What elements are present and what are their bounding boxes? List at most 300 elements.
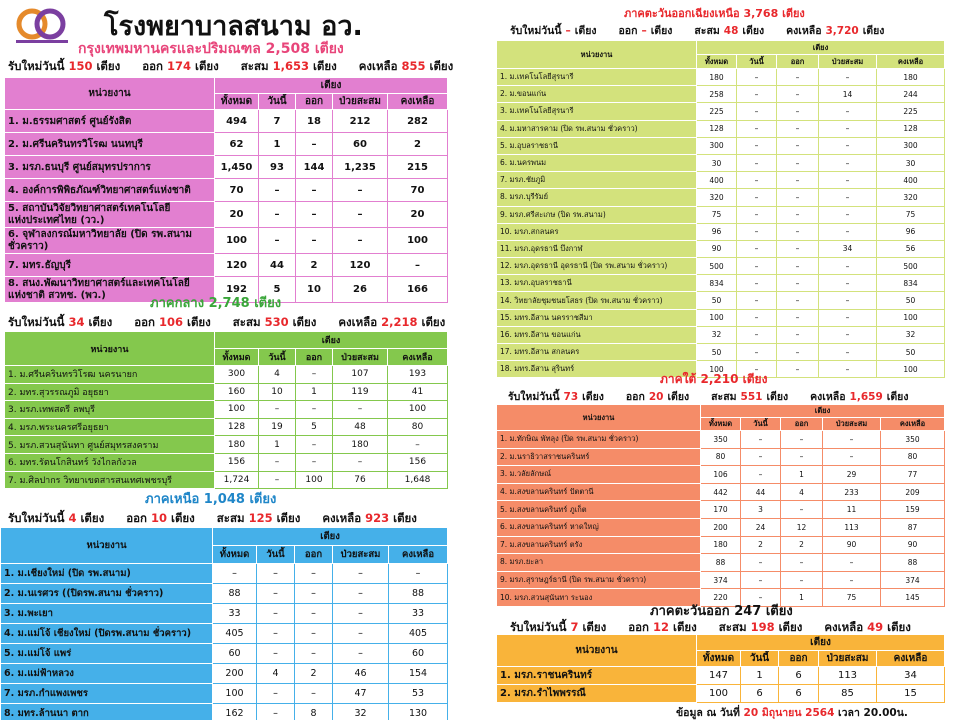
bed-value: – bbox=[737, 326, 777, 343]
bed-value: – bbox=[819, 154, 877, 171]
bed-value: 56 bbox=[877, 240, 945, 257]
bed-value: – bbox=[257, 704, 295, 720]
table-row bbox=[497, 667, 945, 685]
column-header-cumulative: ป่วยสะสม bbox=[333, 94, 388, 110]
bed-value: – bbox=[333, 564, 389, 584]
bed-value: – bbox=[737, 240, 777, 257]
column-header-total: ทั้งหมด bbox=[701, 418, 741, 431]
bed-value: – bbox=[737, 172, 777, 189]
table-row bbox=[1, 624, 448, 644]
table-row bbox=[5, 254, 448, 277]
table-row bbox=[497, 189, 945, 206]
bed-value: – bbox=[777, 103, 819, 120]
bed-value: – bbox=[296, 202, 333, 228]
bed-value: 3 bbox=[741, 501, 781, 519]
table-row bbox=[1, 664, 448, 684]
bed-value: 26 bbox=[333, 277, 388, 303]
unit-name: 6. ม.แม่ฟ้าหลวง bbox=[1, 664, 213, 684]
bed-value: – bbox=[737, 103, 777, 120]
bed-value: – bbox=[823, 554, 881, 572]
bed-value: – bbox=[819, 120, 877, 137]
bed-value: – bbox=[819, 292, 877, 309]
bed-value: – bbox=[295, 564, 333, 584]
bed-value: 4 bbox=[259, 366, 296, 384]
region-title-bkk: กรุงเทพมหานครและปริมณฑล 2,508 เตียง bbox=[78, 41, 344, 57]
bed-value: 147 bbox=[697, 667, 741, 685]
table-row bbox=[497, 275, 945, 292]
bed-value: – bbox=[333, 228, 388, 254]
column-header-today: วันนี้ bbox=[257, 546, 295, 564]
bed-value: 50 bbox=[877, 344, 945, 361]
bed-value: – bbox=[333, 453, 388, 471]
bed-value: – bbox=[296, 228, 333, 254]
bed-value: – bbox=[823, 448, 881, 466]
column-header-today: วันนี้ bbox=[741, 651, 779, 667]
bed-value: 405 bbox=[213, 624, 257, 644]
table-row bbox=[497, 137, 945, 154]
bed-value: 11 bbox=[823, 501, 881, 519]
bed-value: – bbox=[737, 137, 777, 154]
bed-value: 107 bbox=[333, 366, 388, 384]
unit-name: 5. ม.อุบลราชธานี bbox=[497, 137, 697, 154]
bed-value: – bbox=[737, 154, 777, 171]
bed-value: 88 bbox=[213, 584, 257, 604]
bed-value: 20 bbox=[215, 202, 259, 228]
bed-value: – bbox=[333, 179, 388, 202]
table-row bbox=[497, 483, 945, 501]
table-east bbox=[496, 634, 945, 703]
bed-value: 32 bbox=[877, 326, 945, 343]
bed-value: 96 bbox=[697, 223, 737, 240]
bed-value: 53 bbox=[389, 684, 448, 704]
unit-name: 2. มทร.สุวรรณภูมิ อยุธยา bbox=[5, 383, 215, 401]
bed-value: 47 bbox=[333, 684, 389, 704]
column-header-cumulative: ป่วยสะสม bbox=[819, 55, 877, 69]
table-row bbox=[497, 466, 945, 484]
unit-name: 1. ม.ธรรมศาสตร์ ศูนย์รังสิต bbox=[5, 110, 215, 133]
bed-value: – bbox=[777, 137, 819, 154]
unit-name: 7. มทร.ธัญบุรี bbox=[5, 254, 215, 277]
ministry-logo bbox=[12, 6, 72, 46]
table-row bbox=[497, 292, 945, 309]
unit-name: 2. ม.นเรศวร ((ปิดรพ.สนาม ชั่วคราว) bbox=[1, 584, 213, 604]
bed-value: – bbox=[819, 275, 877, 292]
unit-name: 10. มรภ.สวนสุนันทา ระนอง bbox=[497, 589, 701, 607]
table-row bbox=[497, 86, 945, 103]
bed-value: 80 bbox=[881, 448, 945, 466]
bed-value: – bbox=[296, 436, 333, 454]
bed-value: 5 bbox=[259, 277, 296, 303]
bed-value: – bbox=[388, 436, 448, 454]
bed-value: – bbox=[295, 584, 333, 604]
unit-name: 2. ม.นราธิวาสราชนครินทร์ bbox=[497, 448, 701, 466]
bed-value: – bbox=[333, 401, 388, 419]
bed-value: 166 bbox=[388, 277, 448, 303]
table-row bbox=[5, 228, 448, 254]
bed-value: 62 bbox=[215, 133, 259, 156]
unit-name: 8. มรภ.ยะลา bbox=[497, 554, 701, 572]
bed-value: 100 bbox=[215, 228, 259, 254]
bed-value: – bbox=[737, 275, 777, 292]
bed-value: 100 bbox=[296, 471, 333, 489]
bed-value: – bbox=[819, 172, 877, 189]
bed-value: – bbox=[777, 361, 819, 378]
stats-east: รับใหม่วันนี้ 7 เตียง ออก 12 เตียง สะสม 198 เตียง คงเหลือ 49 เตียง bbox=[510, 620, 911, 634]
unit-name: 8. สนง.พัฒนาวิทยาศาสตร์และเทคโนโลยี แห่งชาติ สวทช. (พว.) bbox=[5, 277, 215, 303]
table-row bbox=[497, 431, 945, 449]
bed-value: 93 bbox=[259, 156, 296, 179]
unit-name: 9. มรภ.สุราษฎร์ธานี (ปิด รพ.สนาม ชั่วคราว) bbox=[497, 571, 701, 589]
unit-name: 2. ม.ขอนแก่น bbox=[497, 86, 697, 103]
bed-value: 119 bbox=[333, 383, 388, 401]
table-north bbox=[0, 527, 448, 720]
column-header-beds: เตียง bbox=[697, 635, 945, 651]
unit-name: 3. ม.วลัยลักษณ์ bbox=[497, 466, 701, 484]
bed-value: – bbox=[819, 206, 877, 223]
bed-value: 113 bbox=[819, 667, 877, 685]
table-row bbox=[497, 206, 945, 223]
bed-value: 1 bbox=[741, 667, 779, 685]
bed-value: 300 bbox=[215, 366, 259, 384]
bed-value: – bbox=[295, 624, 333, 644]
bed-value: – bbox=[737, 69, 777, 86]
bed-value: – bbox=[819, 344, 877, 361]
column-header-today: วันนี้ bbox=[737, 55, 777, 69]
table-central bbox=[4, 331, 448, 489]
unit-name: 4. ม.แม่โจ้ เชียงใหม่ (ปิดรพ.สนาม ชั่วคราว) bbox=[1, 624, 213, 644]
bed-value: 100 bbox=[877, 361, 945, 378]
bed-value: 156 bbox=[388, 453, 448, 471]
column-header-cumulative: ป่วยสะสม bbox=[823, 418, 881, 431]
table-row bbox=[497, 518, 945, 536]
bed-value: – bbox=[259, 401, 296, 419]
bed-value: 180 bbox=[701, 536, 741, 554]
column-header-out: ออก bbox=[779, 651, 819, 667]
unit-name: 7. มรภ.กำแพงเพชร bbox=[1, 684, 213, 704]
unit-name: 2. ม.ศรีนครินทรวิโรฒ นนทบุรี bbox=[5, 133, 215, 156]
bed-value: – bbox=[741, 431, 781, 449]
bed-value: 75 bbox=[877, 206, 945, 223]
bed-value: 60 bbox=[213, 644, 257, 664]
bed-value: 320 bbox=[877, 189, 945, 206]
unit-name: 1. ม.เทคโนโลยีสุรนารี bbox=[497, 69, 697, 86]
table-row bbox=[497, 685, 945, 703]
stats-south: รับใหม่วันนี้ 73 เตียง ออก 20 เตียง สะสม 551 เตียง คงเหลือ 1,659 เตียง bbox=[508, 391, 909, 403]
column-header-remaining: คงเหลือ bbox=[881, 418, 945, 431]
table-row bbox=[5, 436, 448, 454]
column-header-unit: หน่วยงาน bbox=[497, 405, 701, 431]
bed-value: – bbox=[823, 571, 881, 589]
bed-value: – bbox=[333, 604, 389, 624]
bed-value: – bbox=[819, 309, 877, 326]
stats-central: รับใหม่วันนี้ 34 เตียง ออก 106 เตียง สะสม 530 เตียง คงเหลือ 2,218 เตียง bbox=[8, 315, 446, 329]
bed-value: 1,450 bbox=[215, 156, 259, 179]
bed-value: – bbox=[819, 223, 877, 240]
bed-value: 128 bbox=[877, 120, 945, 137]
bed-value: – bbox=[213, 564, 257, 584]
bed-value: 7 bbox=[259, 110, 296, 133]
bed-value: 80 bbox=[701, 448, 741, 466]
bed-value: 120 bbox=[333, 254, 388, 277]
bed-value: 88 bbox=[389, 584, 448, 604]
bed-value: 170 bbox=[701, 501, 741, 519]
bed-value: 156 bbox=[215, 453, 259, 471]
bed-value: – bbox=[781, 448, 823, 466]
bed-value: 1,724 bbox=[215, 471, 259, 489]
column-header-unit: หน่วยงาน bbox=[497, 41, 697, 69]
bed-value: – bbox=[781, 431, 823, 449]
bed-value: – bbox=[259, 471, 296, 489]
bed-value: 10 bbox=[259, 383, 296, 401]
unit-name: 14. วิทยาลัยชุมชนยโสธร (ปิด รพ.สนาม ชั่วคราว) bbox=[497, 292, 697, 309]
bed-value: 12 bbox=[781, 518, 823, 536]
unit-name: 3. ม.พะเยา bbox=[1, 604, 213, 624]
bed-value: 4 bbox=[781, 483, 823, 501]
table-row bbox=[497, 554, 945, 572]
unit-name: 5. สถาบันวิจัยวิทยาศาสตร์เทคโนโลยี แห่งประเทศไทย (วว.) bbox=[5, 202, 215, 228]
bed-value: 2 bbox=[781, 536, 823, 554]
bed-value: 180 bbox=[215, 436, 259, 454]
bed-value: 144 bbox=[296, 156, 333, 179]
unit-name: 7. ม.ศิลปากร วิทยาเขตสารสนเทศเพชรบุรี bbox=[5, 471, 215, 489]
bed-value: 100 bbox=[877, 309, 945, 326]
table-row bbox=[1, 644, 448, 664]
bed-value: 100 bbox=[215, 401, 259, 419]
bed-value: 350 bbox=[881, 431, 945, 449]
bed-value: 10 bbox=[296, 277, 333, 303]
bed-value: – bbox=[777, 172, 819, 189]
unit-name: 8. มทร.ล้านนา ตาก bbox=[1, 704, 213, 720]
bed-value: 41 bbox=[388, 383, 448, 401]
unit-name: 4. ม.สงขลานครินทร์ ปัตตานี bbox=[497, 483, 701, 501]
table-row bbox=[497, 120, 945, 137]
bed-value: 300 bbox=[697, 137, 737, 154]
column-header-out: ออก bbox=[781, 418, 823, 431]
column-header-unit: หน่วยงาน bbox=[5, 78, 215, 110]
bed-value: – bbox=[737, 292, 777, 309]
unit-name: 17. มทร.อีสาน สกลนคร bbox=[497, 344, 697, 361]
bed-value: – bbox=[823, 431, 881, 449]
bed-value: 128 bbox=[215, 418, 259, 436]
bed-value: 200 bbox=[213, 664, 257, 684]
unit-name: 6. ม.นครพนม bbox=[497, 154, 697, 171]
bed-value: 200 bbox=[701, 518, 741, 536]
table-row bbox=[497, 69, 945, 86]
bed-value: 1 bbox=[259, 133, 296, 156]
unit-name: 3. มรภ.เทพสตรี ลพบุรี bbox=[5, 401, 215, 419]
table-row bbox=[497, 309, 945, 326]
bed-value: 34 bbox=[819, 240, 877, 257]
bed-value: – bbox=[296, 453, 333, 471]
bed-value: 88 bbox=[881, 554, 945, 572]
bed-value: 18 bbox=[296, 110, 333, 133]
bed-value: – bbox=[741, 554, 781, 572]
bed-value: – bbox=[777, 258, 819, 275]
column-header-remaining: คงเหลือ bbox=[877, 651, 945, 667]
bed-value: 2 bbox=[296, 254, 333, 277]
bed-value: 1 bbox=[296, 383, 333, 401]
unit-name: 13. มรภ.อุบลราชธานี bbox=[497, 275, 697, 292]
bed-value: 1 bbox=[781, 466, 823, 484]
bed-value: – bbox=[333, 584, 389, 604]
bed-value: – bbox=[777, 69, 819, 86]
bed-value: – bbox=[737, 344, 777, 361]
stats-north: รับใหม่วันนี้ 4 เตียง ออก 10 เตียง สะสม 125 เตียง คงเหลือ 923 เตียง bbox=[8, 511, 417, 525]
bed-value: 30 bbox=[877, 154, 945, 171]
bed-value: – bbox=[819, 326, 877, 343]
table-row bbox=[1, 704, 448, 720]
bed-value: – bbox=[777, 120, 819, 137]
bed-value: 282 bbox=[388, 110, 448, 133]
bed-value: – bbox=[781, 501, 823, 519]
bed-value: 494 bbox=[215, 110, 259, 133]
bed-value: – bbox=[819, 69, 877, 86]
bed-value: 32 bbox=[333, 704, 389, 720]
column-header-out: ออก bbox=[295, 546, 333, 564]
bed-value: 50 bbox=[877, 292, 945, 309]
bed-value: 6 bbox=[741, 685, 779, 703]
bed-value: 180 bbox=[877, 69, 945, 86]
bed-value: 374 bbox=[701, 571, 741, 589]
table-row bbox=[1, 684, 448, 704]
bed-value: 100 bbox=[388, 401, 448, 419]
unit-name: 4. มรภ.พระนครศรีอยุธยา bbox=[5, 418, 215, 436]
bed-value: 77 bbox=[881, 466, 945, 484]
bed-value: 88 bbox=[701, 554, 741, 572]
table-row bbox=[497, 536, 945, 554]
table-row bbox=[497, 258, 945, 275]
unit-name: 11. มรภ.อุดรธานี บึงกาฬ bbox=[497, 240, 697, 257]
bed-value: 160 bbox=[215, 383, 259, 401]
bed-value: 145 bbox=[881, 589, 945, 607]
bed-value: 46 bbox=[333, 664, 389, 684]
table-row bbox=[5, 418, 448, 436]
table-row bbox=[497, 344, 945, 361]
bed-value: – bbox=[295, 604, 333, 624]
table-row bbox=[1, 604, 448, 624]
bed-value: 212 bbox=[333, 110, 388, 133]
table-south bbox=[496, 404, 945, 607]
table-row bbox=[5, 401, 448, 419]
column-header-cumulative: ป่วยสะสม bbox=[333, 349, 388, 366]
bed-value: 500 bbox=[877, 258, 945, 275]
unit-name: 12. มรภ.อุดรธานี อุดรธานี (ปิด รพ.สนาม ชั่วคราว) bbox=[497, 258, 697, 275]
bed-value: 220 bbox=[701, 589, 741, 607]
bed-value: – bbox=[777, 206, 819, 223]
unit-name: 15. มทร.อีสาน นครราชสีมา bbox=[497, 309, 697, 326]
bed-value: – bbox=[259, 453, 296, 471]
page-title: โรงพยาบาลสนาม อว. bbox=[104, 11, 363, 42]
bed-value: – bbox=[777, 154, 819, 171]
bed-value: 113 bbox=[823, 518, 881, 536]
table-row bbox=[497, 240, 945, 257]
bed-value: 32 bbox=[697, 326, 737, 343]
table-row bbox=[5, 366, 448, 384]
bed-value: 192 bbox=[215, 277, 259, 303]
bed-value: 90 bbox=[823, 536, 881, 554]
bed-value: 44 bbox=[741, 483, 781, 501]
unit-name: 4. องค์การพิพิธภัณฑ์วิทยาศาสตร์แห่งชาติ bbox=[5, 179, 215, 202]
bed-value: – bbox=[333, 624, 389, 644]
column-header-remaining: คงเหลือ bbox=[388, 349, 448, 366]
column-header-out: ออก bbox=[296, 349, 333, 366]
bed-value: – bbox=[389, 564, 448, 584]
bed-value: – bbox=[737, 120, 777, 137]
bed-value: 400 bbox=[697, 172, 737, 189]
table-row bbox=[497, 223, 945, 240]
bed-value: 209 bbox=[881, 483, 945, 501]
bed-value: – bbox=[819, 137, 877, 154]
bed-value: – bbox=[737, 189, 777, 206]
bed-value: 60 bbox=[389, 644, 448, 664]
unit-name: 5. ม.แม่โจ้ แพร่ bbox=[1, 644, 213, 664]
table-row bbox=[497, 326, 945, 343]
column-header-beds: เตียง bbox=[215, 78, 448, 94]
bed-value: 100 bbox=[213, 684, 257, 704]
table-row bbox=[497, 154, 945, 171]
bed-value: 34 bbox=[877, 667, 945, 685]
region-title-south: ภาคใต้ 2,210 เตียง bbox=[660, 372, 768, 386]
unit-name: 2. มรภ.รำไพพรรณี bbox=[497, 685, 697, 703]
bed-value: 100 bbox=[697, 361, 737, 378]
unit-name: 1. ม.เชียงใหม่ (ปิด รพ.สนาม) bbox=[1, 564, 213, 584]
bed-value: 48 bbox=[333, 418, 388, 436]
bed-value: 244 bbox=[877, 86, 945, 103]
region-title-east: ภาคตะวันออก 247 เตียง bbox=[650, 604, 793, 619]
unit-name: 3. ม.เทคโนโลยีสุรนารี bbox=[497, 103, 697, 120]
bed-value: 225 bbox=[877, 103, 945, 120]
table-row bbox=[5, 383, 448, 401]
unit-name: 6. มทร.รัตนโกสินทร์ วังไกลกังวล bbox=[5, 453, 215, 471]
bed-value: 24 bbox=[741, 518, 781, 536]
column-header-total: ทั้งหมด bbox=[215, 94, 259, 110]
table-row bbox=[1, 584, 448, 604]
column-header-beds: เตียง bbox=[701, 405, 945, 418]
unit-name: 10. มรภ.สกลนคร bbox=[497, 223, 697, 240]
bed-value: – bbox=[819, 361, 877, 378]
column-header-total: ทั้งหมด bbox=[215, 349, 259, 366]
column-header-today: วันนี้ bbox=[259, 349, 296, 366]
table-row bbox=[497, 501, 945, 519]
bed-value: 44 bbox=[259, 254, 296, 277]
table-row bbox=[5, 453, 448, 471]
bed-value: 193 bbox=[388, 366, 448, 384]
bed-value: 2 bbox=[741, 536, 781, 554]
bed-value: 834 bbox=[877, 275, 945, 292]
bed-value: 20 bbox=[388, 202, 448, 228]
bed-value: 350 bbox=[701, 431, 741, 449]
bed-value: 14 bbox=[819, 86, 877, 103]
column-header-out: ออก bbox=[296, 94, 333, 110]
bed-value: 106 bbox=[701, 466, 741, 484]
column-header-remaining: คงเหลือ bbox=[877, 55, 945, 69]
unit-name: 1. ม.ทักษิณ พัทลุง (ปิด รพ.สนาม ชั่วคราว) bbox=[497, 431, 701, 449]
column-header-unit: หน่วยงาน bbox=[5, 332, 215, 366]
bed-value: 1 bbox=[259, 436, 296, 454]
stats-bkk: รับใหม่วันนี้ 150 เตียง ออก 174 เตียง สะสม 1,653 เตียง คงเหลือ 855 เตียง bbox=[8, 59, 454, 73]
unit-name: 6. ม.สงขลานครินทร์ หาดใหญ่ bbox=[497, 518, 701, 536]
table-northeast bbox=[496, 40, 945, 378]
unit-name: 9. มรภ.ศรีสะเกษ (ปิด รพ.สนาม) bbox=[497, 206, 697, 223]
bed-value: 33 bbox=[213, 604, 257, 624]
unit-name: 5. ม.สงขลานครินทร์ ภูเก็ต bbox=[497, 501, 701, 519]
bed-value: 180 bbox=[333, 436, 388, 454]
bed-value: 6 bbox=[779, 685, 819, 703]
bed-value: 6 bbox=[779, 667, 819, 685]
bed-value: – bbox=[741, 571, 781, 589]
column-header-today: วันนี้ bbox=[259, 94, 296, 110]
bed-value: – bbox=[737, 258, 777, 275]
